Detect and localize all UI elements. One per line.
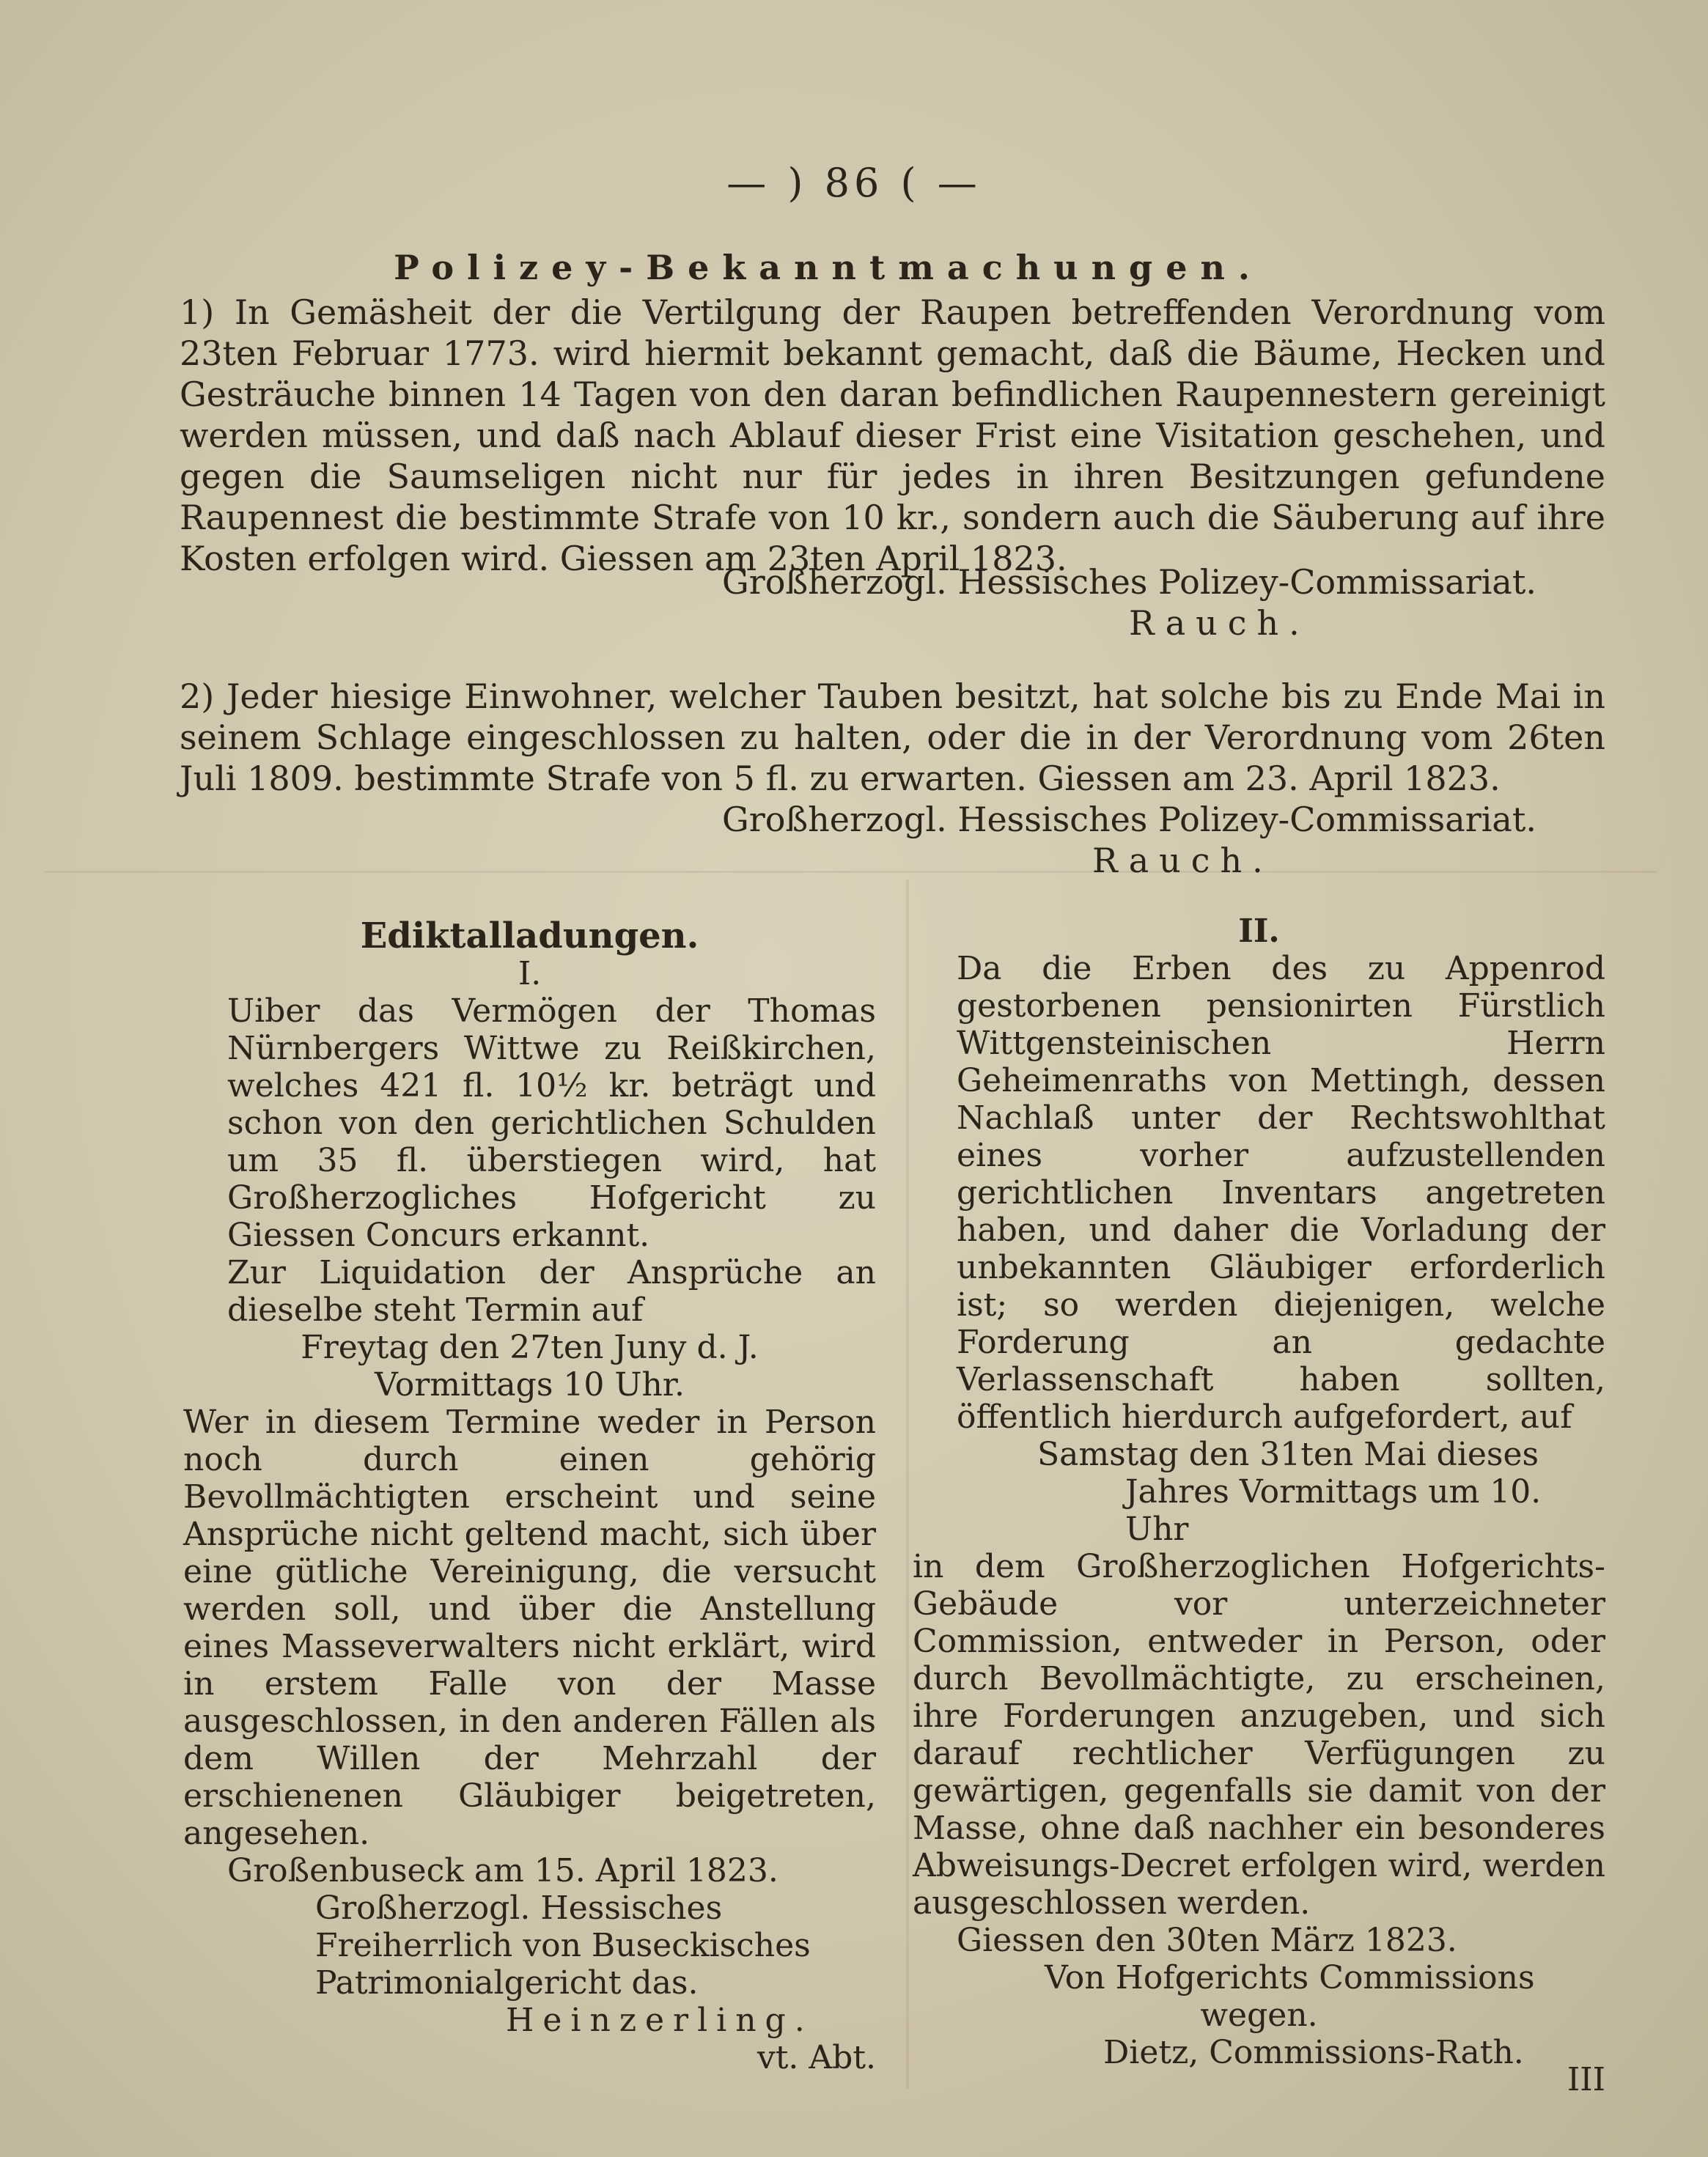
notice-2-signer: Rauch. xyxy=(1092,841,1273,880)
edictal-column-right xyxy=(913,912,1605,2098)
notice-2-text: 2) Jeder hiesige Einwohner, welcher Tauben besitzt, hat solche bis zu Ende Mai in seinem Schlage eingeschlossen zu halten, oder die in der Verordnung vom 26ten Juli 1809. bestimmte Strafe von 5 fl. zu erwarten. Giessen am 23. April 1823. xyxy=(180,676,1605,798)
fold-crease xyxy=(44,871,1657,873)
notice-1-text: 1) In Gemäsheit der die Vertilgung der Raupen betreffenden Verordnung vom 23ten Februar 1773. wird hiermit bekannt gemacht, daß die Bäume, Hecken und Gesträuche binnen 14 Tagen von den daran befindlichen Raupennestern gereinigt werden müssen, und daß nach Ablauf dieser Frist eine Visitation geschehen, und gegen die Saumseligen nicht nur für jedes in ihren Besitzungen gefundene Raupennest die bestimmte Strafe von 10 kr., sondern auch die Säuberung auf ihre Kosten erfolgen wird. Giessen am 23ten April 1823. xyxy=(180,292,1605,578)
edictal-left-authority: Großherzogl. Hessisches Freiherrlich von Buseckisches Patrimonialgericht das. xyxy=(315,1889,811,2002)
notice-1-authority: Großherzogl. Hessisches Polizey-Commissariat. xyxy=(722,562,1536,602)
edictal-right-date2: Jahres Vormittags um 10. xyxy=(1125,1473,1542,1511)
edictal-left-date1: Freytag den 27ten Juny d. J. xyxy=(301,1329,759,1366)
edictal-right-date3: Uhr xyxy=(1125,1511,1189,1548)
edictal-right-date1: Samstag den 31ten Mai dieses xyxy=(1037,1436,1539,1473)
edictal-left-para3: Wer in diesem Termine weder in Person noch durch einen gehörig Bevollmächtigten erscheint und seine Ansprüche nicht geltend macht, sich über eine gütliche Vereinigung, die versucht werden soll, und über die Anstellung eines Masseverwalters nicht erklärt, wird in erstem Falle von der Masse ausgeschlossen, in den anderen Fällen als dem Willen der Mehrzahl der erschienenen Gläubiger beigetreten, angesehen. xyxy=(183,1404,876,1852)
edictal-number-right: II. xyxy=(1238,912,1280,950)
notice-2-authority: Großherzogl. Hessisches Polizey-Commissariat. xyxy=(722,800,1536,839)
fold-crease xyxy=(906,880,909,2089)
edictal-title: Ediktalladungen. xyxy=(360,915,699,956)
edictal-left-para2: Zur Liquidation der Ansprüche an dieselbe steht Termin auf xyxy=(227,1254,876,1329)
edictal-right-catchword: III xyxy=(1567,2061,1605,2098)
edictal-left-para1: Uiber das Vermögen der Thomas Nürnbergers Wittwe zu Reißkirchen, welches 421 fl. 10½ kr. beträgt und schon von den gerichtlichen Schulden um 35 fl. überstiegen wird, hat Großherzogliches Hofgericht zu Giessen Concurs erkannt. xyxy=(227,992,876,1254)
edictal-left-place-date: Großenbuseck am 15. April 1823. xyxy=(227,1852,778,1889)
section-title: Polizey-Bekanntmachungen. xyxy=(394,248,1263,287)
edictal-left-signer-note: vt. Abt. xyxy=(757,2039,876,2076)
edictal-left-date2: Vormittags 10 Uhr. xyxy=(375,1366,685,1404)
page-number: — ) 86 ( — xyxy=(726,160,982,206)
edictal-right-para2: in dem Großherzoglichen Hofgerichts-Gebäude vor unterzeichneter Commission, entweder in Person, oder durch Bevollmächtigte, zu erscheinen, ihre Forderungen anzugeben, und sich darauf rechtlicher Verfügungen zu gewärtigen, gegenfalls sie damit von der Masse, ohne daß nachher ein besonderes Abweisungs-Decret erfolgen wird, werden ausgeschlossen werden. xyxy=(913,1548,1605,1922)
edictal-right-place-date: Giessen den 30ten März 1823. xyxy=(957,1922,1457,1959)
edictal-right-authority1: Von Hofgerichts Commissions xyxy=(1045,1959,1535,1996)
edictal-left-signer: Heinzerling. xyxy=(506,2002,814,2039)
edictal-column-left xyxy=(183,915,876,2076)
edictal-right-authority2: wegen. xyxy=(1200,1996,1318,2034)
edictal-right-signer: Dietz, Commissions-Rath. xyxy=(1103,2034,1524,2071)
edictal-right-para1: Da die Erben des zu Appenrod gestorbenen pensionirten Fürstlich Wittgensteinischen Herrn Geheimenraths von Mettingh, dessen Nachlaß unter der Rechtswohlthat eines vorher aufzustellenden gerichtlichen Inventars angetreten haben, und daher die Vorladung der unbekannten Gläubiger erforderlich ist; so werden diejenigen, welche Forderung an gedachte Verlassenschaft haben sollten, öffentlich hierdurch aufgefordert, auf xyxy=(957,950,1605,1436)
notice-1-signer: Rauch. xyxy=(1129,603,1310,643)
edictal-number-left: I. xyxy=(518,955,542,992)
